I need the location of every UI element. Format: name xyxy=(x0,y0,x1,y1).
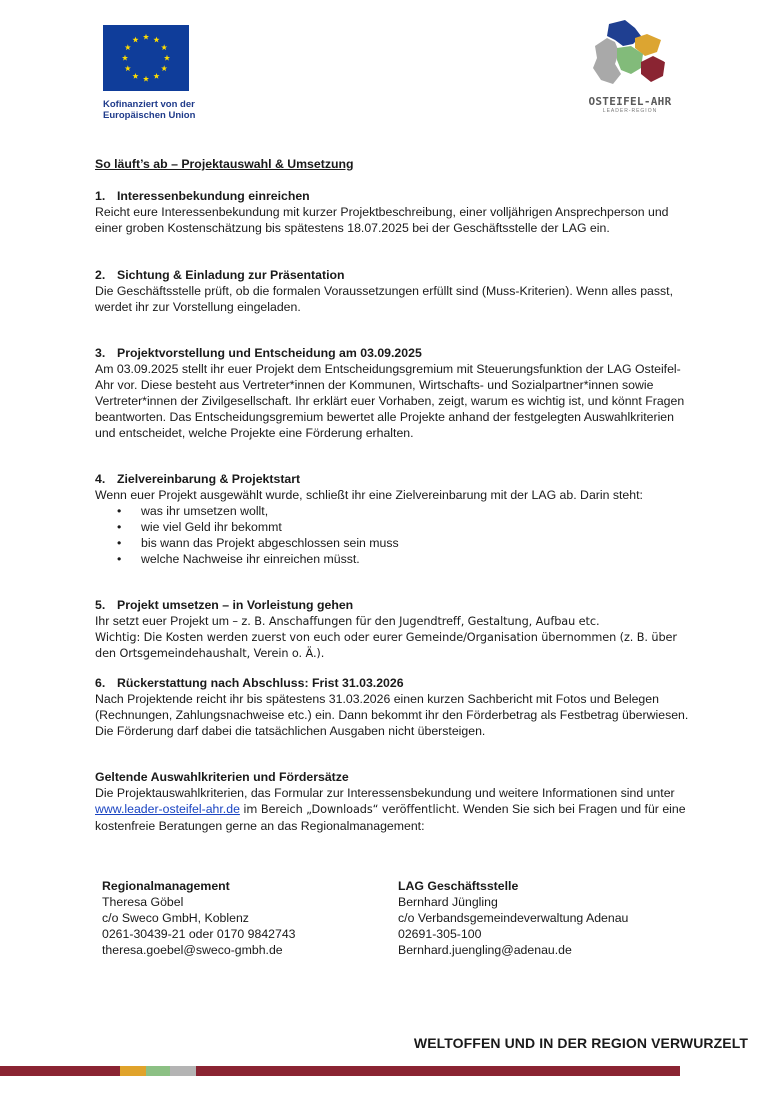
criteria-contact-text: Wenden Sie sich bei Fragen und für eine kostenfreie Beratungen gerne an das Regionalmanagement: xyxy=(95,802,686,833)
section-2 xyxy=(95,267,695,315)
section-number: 6. xyxy=(95,676,106,690)
section-number: 2. xyxy=(95,268,106,282)
eu-caption-line1: Kofinanziert von der xyxy=(103,99,195,110)
section-text: Ihr setzt euer Projekt um xyxy=(95,614,233,628)
criteria-downloads-text: im Bereich „Downloads“ veröffentlicht. xyxy=(239,803,460,816)
section-text: Die Geschäftsstelle prüft, ob die formalen Voraussetzungen erfüllt sind (Muss-Kriterien). Wenn alles passt, werdet ihr zur Vorstellung eingeladen. xyxy=(95,284,673,314)
eu-caption-line2: Europäischen Union xyxy=(103,110,196,121)
eu-cofinanced-caption xyxy=(103,99,223,121)
lag-logo-name: OSTEIFEL-AHR xyxy=(588,95,672,108)
footer-stripe-gray xyxy=(170,1066,196,1076)
list-item: • bis wann das Projekt abgeschlossen sein muss xyxy=(95,535,695,551)
lag-region-map-logo xyxy=(585,18,675,93)
section-6 xyxy=(95,675,695,739)
footer-stripe-green xyxy=(146,1066,170,1076)
section-number: 1. xyxy=(95,189,106,203)
contact-heading: Regionalmanagement xyxy=(102,879,230,893)
list-item: • welche Nachweise ihr einreichen müsst. xyxy=(95,551,695,567)
eu-stars-icon xyxy=(103,25,189,91)
section-heading: Projekt umsetzen – in Vorleistung gehen xyxy=(117,598,354,612)
section-text: Nach Projektende reicht ihr bis spätestens 31.03.2026 einen kurzen Sachbericht mit Fotos und Belegen (Rechnungen, Zahlungsnachweise etc.) ein. Dann bekommt ihr den Förderbetrag als Festbetrag überwiesen. Die Förderung darf dabei die tatsächlichen Ausgaben nicht übersteigen. xyxy=(95,692,689,738)
section-heading: Sichtung & Einladung zur Präsentation xyxy=(117,268,345,282)
list-item: • was ihr umsetzen wollt, xyxy=(95,503,695,519)
section-number: 3. xyxy=(95,346,106,360)
criteria-text: Die Projektauswahlkriterien, das Formular zur Interessensbekundung und weitere Informationen sind unter xyxy=(95,786,675,800)
criteria-section xyxy=(95,769,695,834)
contact-org: c/o Sweco GmbH, Koblenz xyxy=(102,911,249,925)
section-heading: Projektvorstellung und Entscheidung am 03.09.2025 xyxy=(117,346,422,360)
contact-name: Theresa Göbel xyxy=(102,895,184,909)
footer-stripe-red-left xyxy=(0,1066,120,1076)
eu-flag-logo xyxy=(103,25,189,91)
section-heading: Zielvereinbarung & Projektstart xyxy=(117,472,301,486)
lag-logo-subtitle: LEADER-REGION xyxy=(602,108,658,114)
footer-stripe-orange xyxy=(120,1066,146,1076)
section-5 xyxy=(95,597,695,662)
website-link[interactable]: www.leader-osteifel-ahr.de xyxy=(95,802,240,816)
contact-phone: 0261-30439-21 oder 0170 9842743 xyxy=(102,927,296,941)
section-text: Wenn euer Projekt ausgewählt wurde, schließt ihr eine Zielvereinbarung mit der LAG ab. Darin steht: xyxy=(95,488,643,502)
bullet-list xyxy=(95,503,695,567)
document-title: So läuft’s ab – Projektauswahl & Umsetzung xyxy=(95,157,354,171)
section-text: Reicht eure Interessenbekundung mit kurzer Projektbeschreibung, einer volljährigen Ansprechperson und einer groben Kostenschätzung bis spätestens 18.07.2025 bei der Geschäftsstelle der LAG ein. xyxy=(95,205,669,235)
section-1 xyxy=(95,188,695,236)
section-text: Am 03.09.2025 stellt ihr euer Projekt dem Entscheidungsgremium mit Steuerungsfunktion der LAG Osteifel-Ahr vor. Diese besteht aus Vertreter*innen der Kommunen, Wirtschafts- und Sozialpartner*innen sowie Vertreter*innen der Zivilgesellschaft. Ihr erklärt euer Vorhaben, zeigt, warum es wichtig ist, und könnt Fragen beantworten. Das Entscheidungsgremium bewertet alle Projekte anhand der festgelegten Auswahlkriterien und entscheidet, welche Projekte eine Förderung erhalten. xyxy=(95,362,685,440)
contact-org: c/o Verbandsgemeindeverwaltung Adenau xyxy=(398,911,629,925)
contact-email: Bernhard.juengling@adenau.de xyxy=(398,943,572,957)
section-number: 4. xyxy=(95,472,106,486)
footer-slogan: WELTOFFEN UND IN DER REGION VERWURZELT xyxy=(413,1035,748,1051)
contact-regionalmanagement xyxy=(102,878,362,958)
section-number: 5. xyxy=(95,598,106,612)
section-3 xyxy=(95,345,695,441)
list-item: • wie viel Geld ihr bekommt xyxy=(95,519,695,535)
section-heading: Interessenbekundung einreichen xyxy=(117,189,310,203)
contact-name: Bernhard Jüngling xyxy=(398,895,498,909)
contact-heading: LAG Geschäftsstelle xyxy=(398,879,519,893)
contact-phone: 02691-305-100 xyxy=(398,927,482,941)
section-text-example: – z. B. Anschaffungen für den Jugendtreff, Gestaltung, Aufbau etc. xyxy=(232,615,600,628)
section-heading: Rückerstattung nach Abschluss: Frist 31.03.2026 xyxy=(117,676,404,690)
footer-stripe-red-right xyxy=(196,1066,680,1076)
contact-lag-office xyxy=(398,878,698,958)
criteria-heading: Geltende Auswahlkriterien und Fördersätze xyxy=(95,770,349,784)
section-4 xyxy=(95,471,695,567)
section-note: Wichtig: Die Kosten werden zuerst von euch oder eurer Gemeinde/Organisation übernommen (z. B. über den Ortsgemeindehaushalt, Verein o. Ä.). xyxy=(95,631,677,660)
contact-email: theresa.goebel@sweco-gmbh.de xyxy=(102,943,283,957)
